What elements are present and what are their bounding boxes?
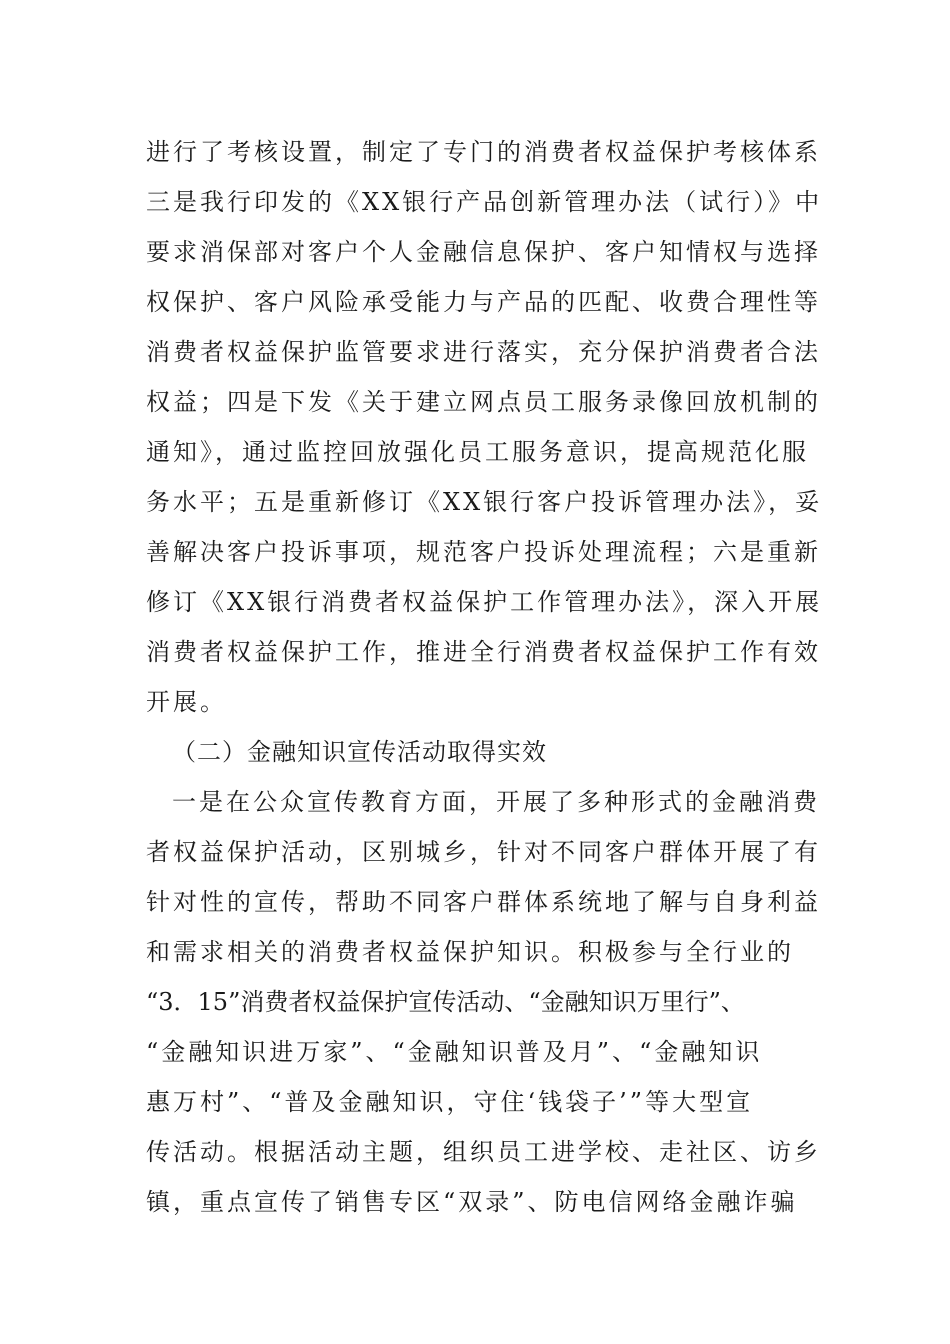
paragraph-line: 惠万村”、“普及金融知识，守住‘钱袋子’”等大型宣 bbox=[146, 1088, 754, 1116]
paragraph-line: 传活动。根据活动主题，组织员工进学校、走社区、访乡 bbox=[146, 1138, 821, 1166]
paragraph-line: 和需求相关的消费者权益保护知识。积极参与全行业的 bbox=[146, 938, 794, 966]
paragraph-line: 权益；四是下发《关于建立网点员工服务录像回放机制的 bbox=[146, 388, 821, 416]
paragraph-line: 消费者权益保护监管要求进行落实，充分保护消费者合法 bbox=[146, 338, 821, 366]
paragraph-line: 镇，重点宣传了销售专区“双录”、防电信网络金融诈骗 bbox=[146, 1188, 798, 1216]
paragraph-line: 要求消保部对客户个人金融信息保护、客户知情权与选择 bbox=[146, 238, 821, 266]
section-heading: （二）金融知识宣传活动取得实效 bbox=[172, 738, 547, 766]
paragraph-line: 三是我行印发的《XX银行产品创新管理办法（试行）》中 bbox=[146, 188, 823, 216]
paragraph-line: 开展。 bbox=[146, 688, 227, 716]
paragraph-line: 一是在公众宣传教育方面，开展了多种形式的金融消费 bbox=[172, 788, 820, 816]
paragraph-line: “3．15”消费者权益保护宣传活动、“金融知识万里行”、 bbox=[146, 988, 745, 1016]
paragraph-line: 修订《XX银行消费者权益保护工作管理办法》，深入开展 bbox=[146, 588, 823, 616]
paragraph-line: 针对性的宣传，帮助不同客户群体系统地了解与自身利益 bbox=[146, 888, 821, 916]
paragraph-line: 消费者权益保护工作，推进全行消费者权益保护工作有效 bbox=[146, 638, 821, 666]
paragraph-line: “金融知识进万家”、“金融知识普及月”、“金融知识 bbox=[146, 1038, 763, 1066]
paragraph-line: 善解决客户投诉事项，规范客户投诉处理流程；六是重新 bbox=[146, 538, 821, 566]
paragraph-line: 进行了考核设置，制定了专门的消费者权益保护考核体系 bbox=[146, 138, 821, 166]
paragraph-line: 权保护、客户风险承受能力与产品的匹配、收费合理性等 bbox=[146, 288, 821, 316]
paragraph-line: 通知》，通过监控回放强化员工服务意识，提高规范化服 bbox=[146, 438, 809, 466]
paragraph-line: 务水平；五是重新修订《XX银行客户投诉管理办法》，妥 bbox=[146, 488, 823, 516]
paragraph-line: 者权益保护活动，区别城乡，针对不同客户群体开展了有 bbox=[146, 838, 821, 866]
